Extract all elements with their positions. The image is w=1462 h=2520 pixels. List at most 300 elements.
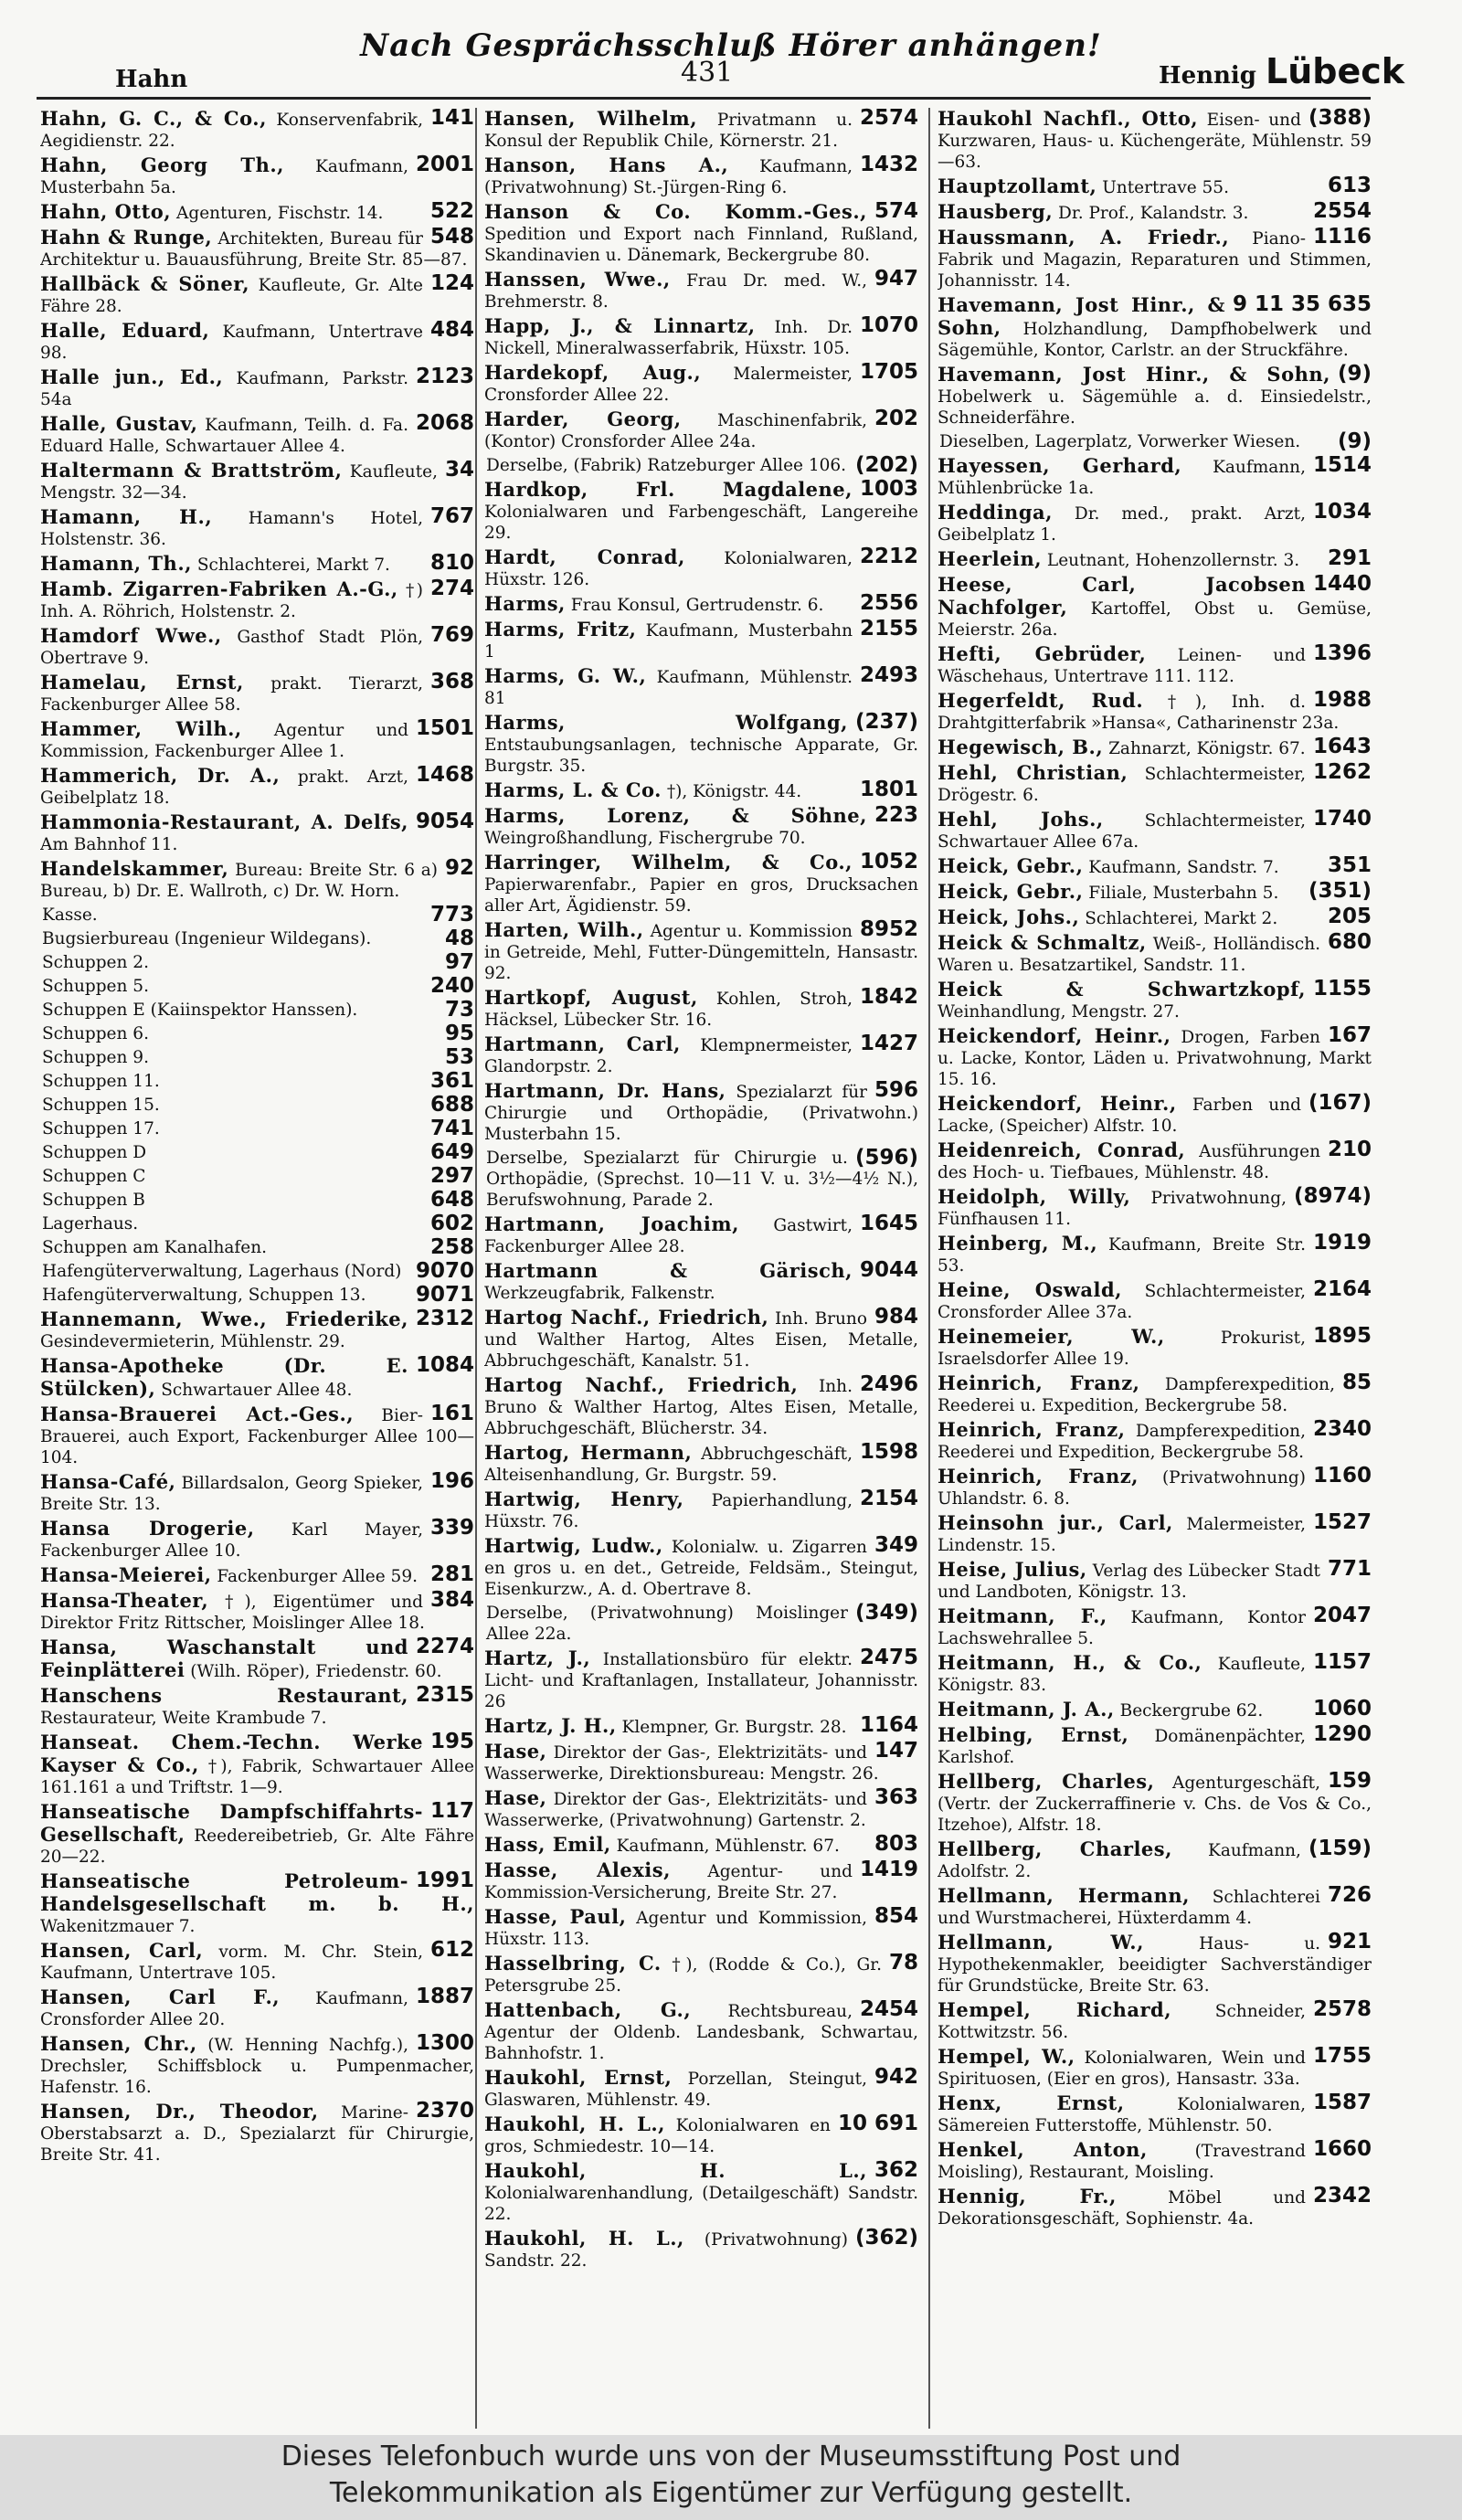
entry-details: Agentur- und Kommission-Versicherung, Breite Str. 27. — [484, 1862, 853, 1902]
phone-number: (349) — [854, 1601, 918, 1625]
entry-name: Hase, — [484, 1786, 547, 1809]
directory-entry — [40, 625, 474, 669]
footer-line-2: Telekommunikation als Eigentümer zur Verfügung gestellt. — [329, 2477, 1133, 2509]
entry-details: Kasse. — [42, 905, 98, 925]
entry-name: Hansen, Carl F., — [40, 1985, 281, 2008]
entry-name: Hehl, Christian, — [938, 761, 1128, 784]
phone-number: 1419 — [859, 1858, 918, 1881]
directory-entry — [938, 855, 1372, 878]
phone-number: 2164 — [1312, 1277, 1372, 1301]
entry-details: Schuppen 9. — [42, 1048, 149, 1067]
entry-name: Hase, — [484, 1740, 547, 1763]
entry-details: Maschinenfabrik, (Kontor) Cronsforder Allee 24a. — [484, 411, 867, 451]
entry-name: Haukohl Nachfl., Otto, — [938, 108, 1199, 130]
directory-entry — [484, 1080, 918, 1145]
entry-details: Kaufmann, Untertrave 98. — [40, 323, 423, 363]
phone-number: 205 — [1327, 905, 1372, 928]
entry-details: Kaufmann, Adolfstr. 2. — [938, 1841, 1301, 1881]
directory-entry — [40, 1095, 474, 1116]
entry-name: Hellmann, Hermann, — [938, 1884, 1190, 1907]
entry-details: Am Bahnhof 11. — [40, 835, 178, 854]
entry-name: Harder, Georg, — [484, 408, 682, 430]
phone-number: 2340 — [1312, 1417, 1372, 1441]
entry-details: Direktor der Gas-, Elektrizitäts- und Wasserwerke, Direktionsbureau: Mengstr. 26. — [484, 1743, 879, 1784]
directory-entry — [938, 1419, 1372, 1463]
entry-details: Papierhandlung, Hüxstr. 76. — [484, 1491, 853, 1531]
entry-name: Heick & Schmaltz, — [938, 931, 1147, 954]
entry-details: Marine-Oberstabsarzt a. D., Spezialarzt für Chirurgie, Breite Str. 41. — [40, 2103, 474, 2165]
phone-number: 368 — [429, 670, 474, 694]
directory-entry — [484, 2113, 918, 2157]
entry-name: Harms, Fritz, — [484, 618, 637, 641]
directory-entry — [484, 1647, 918, 1712]
entry-name: Hartwig, Ludw., — [484, 1534, 663, 1557]
entry-details: Schlachtermeister, Schwartauer Allee 67a. — [938, 811, 1306, 852]
entry-details: Schuppen 17. — [42, 1119, 160, 1138]
entry-details: Gasthof Stadt Plön, Obertrave 9. — [40, 628, 423, 668]
phone-number: 240 — [429, 974, 474, 998]
phone-number: 1645 — [859, 1212, 918, 1235]
directory-entry — [484, 1488, 918, 1532]
entry-name: Hansen, Dr., Theodor, — [40, 2100, 319, 2123]
entry-details: Kaufmann, Musterbahn 5a. — [40, 157, 408, 197]
entry-name: Handelskammer, — [40, 857, 229, 880]
entry-details: Dampferexpedition, Reederei und Expedition, Beckergrube 58. — [938, 1422, 1306, 1462]
phone-number: 1501 — [415, 716, 474, 740]
phone-number: 1155 — [1312, 977, 1372, 1001]
entry-name: Hayessen, Gerhard, — [938, 454, 1182, 477]
phone-number: 195 — [429, 1730, 474, 1753]
directory-entry — [484, 1148, 918, 1211]
phone-number: 769 — [429, 623, 474, 647]
entry-name: Hansen, Wilhelm, — [484, 108, 698, 130]
directory-entry — [40, 1636, 474, 1682]
entry-name: Hammonia-Restaurant, A. Delfs, — [40, 810, 408, 833]
phone-number: 167 — [1327, 1023, 1372, 1047]
phone-number: 281 — [429, 1562, 474, 1586]
directory-entry — [40, 320, 474, 364]
phone-number: 2315 — [415, 1683, 474, 1707]
phone-number: 602 — [429, 1212, 474, 1235]
directory-entry — [484, 108, 918, 152]
entry-name: Hansa-Brauerei Act.-Ges., — [40, 1403, 355, 1425]
entry-name: Hahn, Otto, — [40, 200, 172, 223]
phone-number: (351) — [1308, 879, 1372, 903]
directory-entry — [484, 1374, 918, 1439]
directory-entry — [938, 1233, 1372, 1276]
directory-entry — [938, 1372, 1372, 1416]
directory-entry — [484, 1859, 918, 1903]
entry-details: vorm. M. Chr. Stein, Kaufmann, Untertrave 105. — [40, 1943, 423, 1983]
directory-entry — [938, 548, 1372, 571]
phone-number: 258 — [429, 1235, 474, 1259]
phone-number: 1003 — [859, 477, 918, 501]
entry-name: Heese, Carl, Jacobsen Nachfolger, — [938, 573, 1306, 619]
phone-number: 9 11 35 635 — [1232, 292, 1372, 316]
entry-details: prakt. Arzt, Geibelplatz 18. — [40, 768, 408, 808]
entry-details: (Privatwohnung) Sandstr. 22. — [484, 2230, 848, 2271]
phone-number: 2154 — [859, 1487, 918, 1510]
phone-number: 1887 — [415, 1985, 474, 2008]
phone-number: 1991 — [415, 1869, 474, 1892]
phone-number: 947 — [874, 267, 918, 291]
directory-entry — [40, 366, 474, 410]
entry-name: Hasselbring, C. — [484, 1952, 662, 1975]
entry-name: Haukohl, H. L., — [484, 2159, 867, 2182]
entry-details: Wakenitzmauer 7. — [40, 1917, 196, 1936]
phone-number: 48 — [444, 926, 474, 950]
entry-name: Hanssen, Wwe., — [484, 268, 671, 291]
phone-number: 196 — [429, 1469, 474, 1493]
entry-details: Kaufmann, Breite Str. 53. — [938, 1235, 1306, 1276]
entry-name: Hegerfeldt, Rud. — [938, 689, 1144, 712]
entry-name: Hammer, Wilh., — [40, 717, 242, 740]
phone-number: 10 691 — [837, 2112, 918, 2135]
phone-number: 1157 — [1312, 1650, 1372, 1674]
entry-details: Farben und Lacke, (Speicher) Alfstr. 10. — [938, 1096, 1301, 1136]
phone-number: 159 — [1327, 1769, 1372, 1793]
directory-entry — [40, 227, 474, 270]
phone-number: 362 — [874, 2158, 918, 2182]
entry-details: Gastwirt, Fackenburger Allee 28. — [484, 1216, 853, 1256]
directory-entry — [40, 1071, 474, 1092]
directory-entry — [938, 1605, 1372, 1649]
phone-number: 1164 — [859, 1713, 918, 1737]
entry-name: Heine, Oswald, — [938, 1278, 1122, 1301]
entry-name: Hegewisch, B., — [938, 736, 1104, 758]
phone-number: 2047 — [1312, 1604, 1372, 1627]
entry-details: Kaufmann, Cronsforder Allee 20. — [40, 1989, 408, 2029]
phone-number: (596) — [854, 1146, 918, 1170]
entry-details: Derselbe, (Fabrik) Ratzeburger Allee 106. — [486, 456, 847, 475]
phone-number: 522 — [429, 199, 474, 223]
entry-name: Hartog Nachf., Friedrich, — [484, 1373, 799, 1396]
entry-name: Hamb. Zigarren-Fabriken A.-G., — [40, 577, 398, 600]
phone-number: 810 — [429, 551, 474, 575]
directory-entry — [938, 762, 1372, 806]
phone-number: 1988 — [1312, 688, 1372, 712]
column-divider — [475, 108, 477, 2429]
directory-entry — [40, 858, 474, 902]
entry-details: Frau Konsul, Gertrudenstr. 6. — [570, 596, 824, 615]
entry-details: Kaufleute, Mengstr. 32—34. — [40, 462, 438, 503]
phone-number: 141 — [429, 108, 474, 130]
phone-number: (388) — [1308, 108, 1372, 130]
directory-entry — [938, 502, 1372, 545]
entry-name: Hansa, Waschanstalt und Feinplätterei — [40, 1636, 408, 1681]
directory-entry — [40, 1940, 474, 1984]
phone-number: 2496 — [859, 1372, 918, 1396]
entry-details: Haus- u. Hypothekenmakler, beeidigter Sachverständiger für Grundstücke, Breite Str. 63. — [938, 1934, 1372, 1996]
phone-number: 1705 — [859, 360, 918, 384]
entry-details: Leinen- und Wäschehaus, Untertrave 111. 112. — [938, 646, 1306, 686]
phone-number: 349 — [874, 1533, 918, 1557]
phone-number: 117 — [429, 1799, 474, 1823]
entry-name: Hempel, Richard, — [938, 1998, 1172, 2021]
entry-details: Kolonialwaren und Farbengeschäft, Langereihe 29. — [484, 503, 918, 543]
directory-entry — [40, 1023, 474, 1044]
directory-entry — [40, 1047, 474, 1068]
directory-entry — [40, 273, 474, 317]
directory-entry — [40, 976, 474, 997]
entry-details: Agenturgeschäft, (Vertr. der Zuckerraffinerie v. Chs. de Vos & Co., Itzehoe), Alfstr. 18. — [938, 1774, 1372, 1835]
phone-number: 1116 — [1312, 225, 1372, 249]
entry-details: Schuppen D — [42, 1143, 147, 1162]
entry-details: (Travestrand Moisling), Restaurant, Moisling. — [938, 2142, 1306, 2182]
entry-name: Hass, Emil, — [484, 1833, 611, 1856]
entry-name: Hansa Drogerie, — [40, 1517, 255, 1540]
entry-details: Derselbe, Spezialarzt für Chirurgie u. Orthopädie, (Sprechst. 10—11 V. u. 3½—4½ N.), Berufswohnung, Parade 2. — [486, 1149, 918, 1210]
entry-name: Hartmann & Gärisch, — [484, 1259, 853, 1282]
phone-number: 2475 — [859, 1646, 918, 1669]
entry-details: Spedition und Export nach Finnland, Rußland, Skandinavien u. Dänemark, Beckergrube 80. — [484, 225, 918, 265]
phone-number: 2554 — [1312, 199, 1372, 223]
entry-name: Hartmann, Carl, — [484, 1032, 681, 1055]
directory-entry — [484, 455, 918, 476]
entry-details: Schuppen 5. — [42, 977, 149, 996]
directory-entry — [40, 2033, 474, 2098]
phone-number: 1598 — [859, 1440, 918, 1464]
entry-details: Untertrave 55. — [1102, 178, 1229, 197]
phone-number: 2454 — [859, 1997, 918, 2021]
entry-details: Papierwarenfabr., Papier en gros, Drucksachen aller Art, Ägidienstr. 59. — [484, 875, 918, 916]
directory-entry — [40, 1801, 474, 1868]
directory-entry — [938, 1838, 1372, 1882]
page-banner: Nach Gesprächsschluß Hörer anhängen! — [360, 27, 1102, 64]
entry-details: Schlachterei, Markt 2. — [1085, 909, 1278, 928]
directory-entry — [40, 811, 474, 855]
directory-entry — [938, 175, 1372, 198]
phone-number: 1740 — [1312, 807, 1372, 831]
directory-entry — [40, 718, 474, 762]
entry-name: Hammerich, Dr. A., — [40, 764, 281, 787]
entry-details: Kaufmann, Parkstr. 54a — [40, 369, 408, 409]
phone-number: 2578 — [1312, 1997, 1372, 2021]
directory-entry — [938, 979, 1372, 1022]
entry-name: Heinberg, M., — [938, 1232, 1098, 1255]
entry-details: (W. Henning Nachfg.), Drechsler, Schiffsblock u. Pumpenmacher, Hafenstr. 16. — [40, 2036, 474, 2097]
directory-entry — [938, 1559, 1372, 1603]
entry-name: Heick, Gebr., — [938, 854, 1084, 877]
entry-details: Dampferexpedition, Reederei u. Expedition, Beckergrube 58. — [938, 1375, 1335, 1415]
entry-details: Weiß-, Holländisch. Waren u. Besatzartikel, Sandstr. 11. — [938, 935, 1320, 975]
footer-notice — [0, 2435, 1462, 2520]
phone-number: 1801 — [859, 778, 918, 801]
entry-details: Kolonialwaren en gros, Schmiedestr. 10—14. — [484, 2116, 831, 2156]
directory-entry — [484, 479, 918, 544]
entry-details: †), Eigentümer und Direktor Fritz Rittscher, Moislinger Allee 18. — [40, 1593, 425, 1633]
entry-details: Kohlen, Stroh, Häcksel, Lübecker Str. 16. — [484, 990, 853, 1030]
entry-name: Havemann, Jost Hinr., & Sohn, — [938, 293, 1225, 339]
entry-name: Hefti, Gebrüder, — [938, 642, 1147, 665]
entry-details: Dr. med., prakt. Arzt, Geibelplatz 1. — [938, 504, 1306, 545]
phone-number: 741 — [429, 1117, 474, 1140]
phone-number: 726 — [1327, 1883, 1372, 1907]
phone-number: 1755 — [1312, 2044, 1372, 2068]
entry-details: †), Königstr. 44. — [666, 782, 802, 801]
phone-number: 9054 — [415, 810, 474, 833]
entry-details: Kaufmann, Mühlenstr. 67. — [616, 1837, 840, 1856]
entry-details: Privatmann u. Konsul der Republik Chile, Körnerstr. 21. — [484, 111, 853, 151]
entry-details: Dieselben, Lagerplatz, Vorwerker Wiesen. — [939, 432, 1301, 451]
entry-details: Kaufmann, (Privatwohnung) St.-Jürgen-Ring 6. — [484, 157, 853, 197]
phone-number: 384 — [429, 1588, 474, 1612]
entry-details: Kaufmann, Sandstr. 7. — [1088, 858, 1279, 877]
phone-number: 984 — [874, 1305, 918, 1329]
directory-entry — [938, 932, 1372, 976]
entry-details: Bugsierbureau (Ingenieur Wildegans). — [42, 929, 372, 948]
directory-entry — [938, 906, 1372, 929]
entry-name: Hellberg, Charles, — [938, 1837, 1172, 1860]
phone-number: 9071 — [415, 1283, 474, 1307]
entry-name: Heickendorf, Heinr., — [938, 1024, 1171, 1047]
entry-name: Heinsohn jur., Carl, — [938, 1511, 1173, 1534]
entry-name: Haukohl, Ernst, — [484, 2066, 673, 2089]
directory-entry — [484, 779, 918, 802]
directory-entry — [40, 413, 474, 457]
phone-number: 773 — [429, 903, 474, 926]
entry-name: Hamann, Th., — [40, 552, 192, 575]
phone-number: 2123 — [415, 365, 474, 388]
entry-name: Harms, Wolfgang, — [484, 711, 848, 734]
entry-details: Malermeister, Cronsforder Allee 22. — [484, 365, 853, 405]
directory-entry — [938, 227, 1372, 291]
entry-details: Kartoffel, Obst u. Gemüse, Meierstr. 26a. — [938, 599, 1372, 640]
directory-entry — [938, 643, 1372, 687]
entry-details: Zahnarzt, Königstr. 67. — [1108, 739, 1306, 758]
phone-number: 1052 — [859, 850, 918, 874]
directory-entry — [484, 1834, 918, 1857]
entry-details: Restaurateur, Weite Krambude 7. — [40, 1709, 327, 1728]
phone-number: 53 — [444, 1045, 474, 1069]
directory-entry — [938, 809, 1372, 852]
directory-entry — [40, 905, 474, 926]
phone-number: 2312 — [415, 1307, 474, 1330]
phone-number: 2155 — [859, 617, 918, 641]
entry-details: Installationsbüro für elektr. Licht- und Kraftanlagen, Installateur, Johannisstr. 26 — [484, 1650, 918, 1711]
entry-name: Havemann, Jost Hinr., & Sohn, — [938, 363, 1330, 386]
entry-details: Abbruchgeschäft, Alteisenhandlung, Gr. Burgstr. 59. — [484, 1445, 853, 1485]
phone-number: 9070 — [415, 1259, 474, 1283]
phone-number: 161 — [429, 1402, 474, 1425]
directory-entry — [484, 269, 918, 312]
running-head-right-name: Hennig — [1159, 62, 1256, 90]
directory-entry — [40, 1190, 474, 1211]
phone-number: 147 — [874, 1739, 918, 1763]
entry-details: Kaufmann, Mühlenstr. 81 — [484, 668, 853, 708]
phone-number: 2342 — [1312, 2184, 1372, 2208]
entry-details: Schuppen 6. — [42, 1024, 149, 1043]
entry-name: Hartmann, Joachim, — [484, 1212, 739, 1235]
directory-entry — [938, 2046, 1372, 2090]
directory-entry — [40, 1870, 474, 1937]
phone-number: 351 — [1327, 853, 1372, 877]
entry-details: Schuppen 2. — [42, 953, 149, 972]
directory-entry — [40, 1237, 474, 1258]
directory-entry — [40, 952, 474, 973]
entry-name: Heidenreich, Conrad, — [938, 1138, 1186, 1161]
entry-name: Hansen, Carl, — [40, 1939, 204, 1962]
entry-details: Hobelwerk u. Sägemühle a. d. Einsiedelstr., Schneiderfähre. — [938, 387, 1372, 428]
directory-entry — [484, 201, 918, 266]
directory-entry — [484, 1906, 918, 1950]
phone-number: 942 — [874, 2065, 918, 2089]
entry-details: Billardsalon, Georg Spieker, Breite Str. 13. — [40, 1474, 423, 1514]
entry-details: Schuppen B — [42, 1191, 145, 1210]
entry-name: Henx, Ernst, — [938, 2091, 1125, 2114]
phone-number: 274 — [429, 577, 474, 600]
entry-name: Heick, Gebr., — [938, 880, 1084, 903]
entry-name: Halle, Gustav, — [40, 412, 198, 435]
running-head-left: Hahn — [115, 66, 188, 93]
entry-details: Weingroßhandlung, Fischergrube 70. — [484, 829, 806, 848]
entry-name: Hannemann, Wwe., Friederike, — [40, 1308, 408, 1330]
directory-entry — [484, 852, 918, 916]
directory-entry — [484, 2228, 918, 2271]
directory-entry — [40, 1142, 474, 1163]
phone-number: 2556 — [859, 591, 918, 615]
directory-entry — [938, 2092, 1372, 2136]
directory-entry — [484, 546, 918, 590]
phone-number: 92 — [444, 856, 474, 880]
entry-name: Hansen, Chr., — [40, 2032, 197, 2055]
phone-number: (167) — [1308, 1091, 1372, 1115]
directory-entry — [938, 1512, 1372, 1556]
phone-number: 771 — [1327, 1557, 1372, 1581]
entry-name: Heinrich, Franz, — [938, 1465, 1139, 1488]
phone-number: 2068 — [415, 411, 474, 435]
entry-details: Agentur und Kommission, Hüxstr. 113. — [484, 1909, 867, 1949]
entry-details: Schlachterei, Markt 7. — [196, 556, 390, 575]
entry-details: Reedereibetrieb, Gr. Alte Fähre 20—22. — [40, 1826, 474, 1867]
directory-entry — [484, 1953, 918, 1996]
phone-number: 680 — [1327, 930, 1372, 954]
phone-number: 648 — [429, 1188, 474, 1212]
phone-number: 202 — [874, 407, 918, 430]
entry-name: Hansa-Theater, — [40, 1589, 209, 1612]
directory-entry — [938, 881, 1372, 904]
directory-entry — [938, 455, 1372, 499]
entry-details: Möbel und Dekorationsgeschäft, Sophienstr. 4a. — [938, 2188, 1306, 2229]
phone-number: 1895 — [1312, 1324, 1372, 1348]
entry-name: Harms, — [484, 592, 566, 615]
phone-number: (362) — [854, 2226, 918, 2250]
directory-entry — [484, 1741, 918, 1784]
entry-details: Prokurist, Israelsdorfer Allee 19. — [938, 1329, 1306, 1369]
directory-entry — [40, 1403, 474, 1468]
entry-details: Schneider, Kottwitzstr. 56. — [938, 2002, 1306, 2042]
entry-details: Weinhandlung, Mengstr. 27. — [938, 1002, 1180, 1022]
phone-number: 649 — [429, 1140, 474, 1164]
entry-details: Konservenfabrik, Aegidienstr. 22. — [40, 111, 423, 151]
directory-entry — [40, 1471, 474, 1515]
entry-name: Hardt, Conrad, — [484, 545, 685, 568]
entry-details: Ausführungen des Hoch- u. Tiefbaues, Mühlenstr. 48. — [938, 1142, 1320, 1182]
directory-entry — [484, 619, 918, 662]
phone-number: 297 — [429, 1164, 474, 1188]
entry-name: Haukohl, H. L., — [484, 2227, 684, 2250]
entry-details: Fackenburger Allee 59. — [217, 1567, 418, 1586]
directory-entry — [938, 736, 1372, 759]
phone-number: 78 — [888, 1951, 918, 1975]
entry-name: Halle, Eduard, — [40, 319, 210, 342]
column-divider — [928, 108, 930, 2429]
entry-name: Hellmann, W., — [938, 1931, 1144, 1954]
phone-number: 854 — [874, 1904, 918, 1928]
running-head-right — [1159, 51, 1404, 91]
entry-details: Holzhandlung, Dampfhobelwerk und Sägemühle, Kontor, Carlstr. an der Struckfähre. — [938, 320, 1372, 360]
phone-number: 767 — [429, 504, 474, 528]
